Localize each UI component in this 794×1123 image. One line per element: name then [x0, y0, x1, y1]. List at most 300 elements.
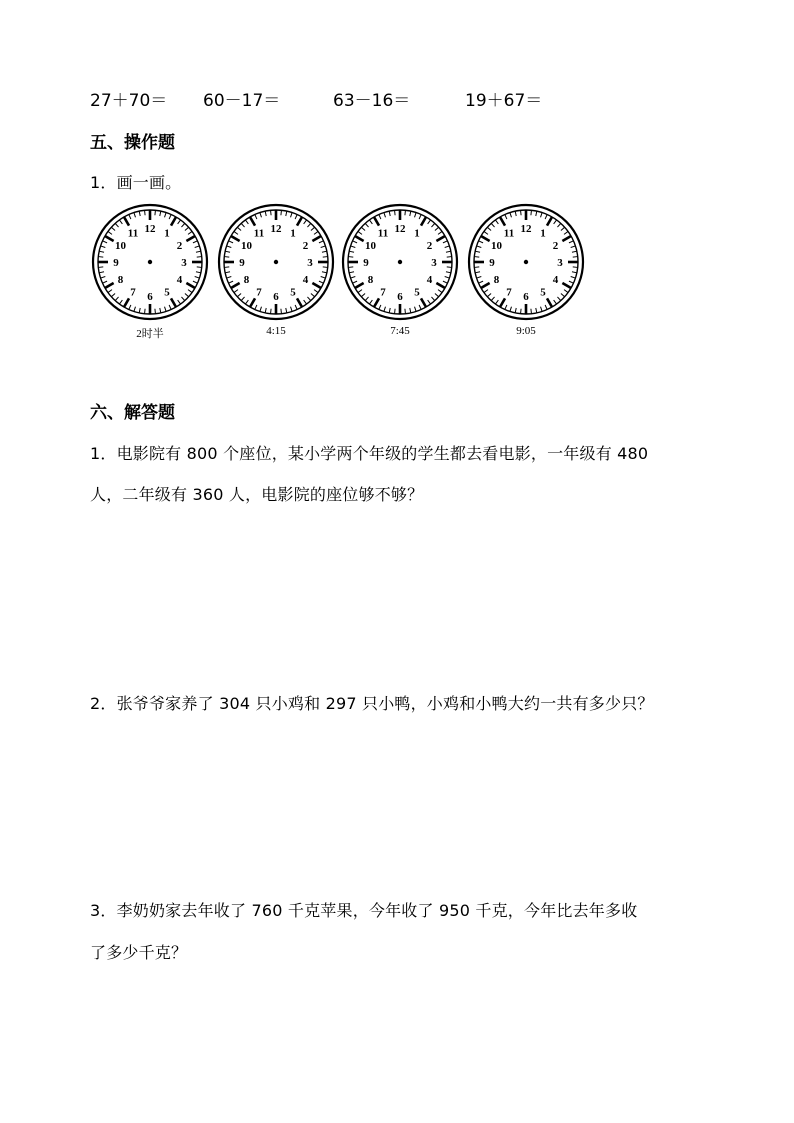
- clock-hour-tick: [374, 217, 379, 226]
- clock-minute-tick: [227, 246, 232, 248]
- clock-minute-tick: [260, 213, 262, 218]
- clock-number: 4: [302, 274, 309, 286]
- clock-minute-tick: [521, 210, 522, 215]
- clock-minute-tick: [99, 251, 104, 252]
- clock-minute-tick: [379, 305, 381, 310]
- clock-minute-tick: [531, 210, 532, 215]
- clock-minute-tick: [487, 227, 491, 230]
- question-2-line-1: 2．张爷爷家养了 304 只小鸡和 297 只小鸭，小鸡和小鸭大约一共有多少只？: [90, 694, 654, 713]
- clock-minute-tick: [505, 214, 507, 219]
- clock-minute-tick: [564, 231, 568, 234]
- equation-4: 19＋67＝: [465, 91, 543, 111]
- clock-minute-tick: [474, 267, 479, 268]
- clock-minute-tick: [536, 308, 537, 313]
- clock-minute-tick: [505, 305, 507, 310]
- clock-minute-tick: [228, 281, 233, 283]
- clock-number: 2: [176, 240, 183, 252]
- clock-minute-tick: [541, 307, 543, 312]
- clock-minute-tick: [557, 223, 560, 227]
- equation-2: 60－17＝: [203, 91, 281, 111]
- clock-minute-tick: [295, 305, 297, 310]
- clock-minute-tick: [195, 246, 200, 248]
- clock-minute-tick: [541, 213, 543, 218]
- clock-minute-tick: [295, 214, 297, 219]
- clock-face-icon: [467, 203, 585, 321]
- clock-minute-tick: [349, 272, 354, 273]
- clock-minute-tick: [495, 220, 498, 224]
- clock-minute-tick: [395, 210, 396, 215]
- clock-minute-tick: [484, 231, 488, 234]
- clock-minute-tick: [321, 277, 326, 279]
- clock-minute-tick: [569, 281, 574, 283]
- clock-minute-tick: [348, 257, 353, 258]
- clock-minute-tick: [487, 293, 491, 296]
- clock-2: [217, 203, 335, 337]
- clock-hour-tick: [312, 236, 321, 241]
- clock-minute-tick: [134, 307, 136, 312]
- clock-minute-tick: [410, 211, 411, 216]
- equation-1: 27＋70＝: [90, 91, 168, 111]
- clock-minute-tick: [286, 211, 287, 216]
- clock-3: [341, 203, 459, 337]
- clock-minute-tick: [358, 290, 362, 293]
- clock-minute-tick: [237, 227, 241, 230]
- clock-number: 4: [426, 274, 433, 286]
- clock-face-icon: [91, 203, 209, 321]
- clock-minute-tick: [322, 251, 327, 252]
- clock-minute-tick: [389, 308, 390, 313]
- clock-hour-tick: [355, 236, 364, 241]
- clock-minute-tick: [165, 213, 167, 218]
- clock-label: 7:45: [390, 325, 410, 337]
- clock-minute-tick: [351, 246, 356, 248]
- clock-minute-tick: [323, 257, 328, 258]
- clock-minute-tick: [478, 281, 483, 283]
- clock-number: 11: [127, 227, 139, 240]
- clock-minute-tick: [111, 227, 115, 230]
- clock-minute-tick: [405, 210, 406, 215]
- clock-hour-tick: [124, 217, 129, 226]
- clock-minute-tick: [196, 272, 201, 273]
- clock-minute-tick: [515, 211, 516, 216]
- clock-hour-tick: [481, 283, 490, 288]
- clock-center-dot: [398, 260, 402, 264]
- clock-hour-tick: [547, 217, 552, 226]
- clock-minute-tick: [237, 293, 241, 296]
- clock-minute-tick: [245, 220, 248, 224]
- clock-number: 11: [377, 227, 389, 240]
- clock-hour-tick: [231, 283, 240, 288]
- clock-minute-tick: [446, 251, 451, 252]
- clock-minute-tick: [438, 231, 442, 234]
- clock-minute-tick: [395, 309, 396, 314]
- clock-minute-tick: [515, 308, 516, 313]
- clock-minute-tick: [352, 281, 357, 283]
- clock-minute-tick: [119, 220, 122, 224]
- clock-hour-tick: [171, 217, 176, 226]
- clock-minute-tick: [197, 257, 202, 258]
- section-5-item-1: 1．画一画。: [90, 173, 182, 192]
- equation-3: 63－16＝: [333, 91, 411, 111]
- clock-number: 7: [380, 286, 386, 299]
- clock-minute-tick: [108, 231, 112, 234]
- clock-hour-tick: [374, 298, 379, 307]
- clock-number: 9: [239, 257, 245, 269]
- clock-minute-tick: [319, 241, 324, 243]
- clock-minute-tick: [102, 281, 107, 283]
- clock-center-dot: [274, 260, 278, 264]
- clock-minute-tick: [571, 246, 576, 248]
- clock-number: 10: [491, 240, 503, 252]
- clock-number: 12: [270, 223, 282, 235]
- question-1-line-1: 1．电影院有 800 个座位，某小学两个年级的学生都去看电影，一年级有 480: [90, 444, 649, 463]
- clock-minute-tick: [101, 277, 106, 279]
- clock-minute-tick: [477, 277, 482, 279]
- clock-minute-tick: [265, 308, 266, 313]
- clock-minute-tick: [443, 281, 448, 283]
- clock-minute-tick: [311, 227, 315, 230]
- clock-number: 6: [523, 291, 529, 303]
- clock-minute-tick: [169, 305, 171, 310]
- clock-number: 9: [113, 257, 119, 269]
- clock-face-icon: [217, 203, 335, 321]
- clock-number: 11: [253, 227, 265, 240]
- clock-minute-tick: [304, 300, 307, 304]
- clock-minute-tick: [323, 267, 328, 268]
- clock-minute-tick: [384, 213, 386, 218]
- clock-minute-tick: [545, 214, 547, 219]
- clock-number: 8: [493, 274, 500, 286]
- clock-hour-tick: [105, 283, 114, 288]
- clock-minute-tick: [484, 290, 488, 293]
- clock-minute-tick: [98, 267, 103, 268]
- clock-minute-tick: [447, 267, 452, 268]
- clock-minute-tick: [405, 309, 406, 314]
- clock-minute-tick: [225, 272, 230, 273]
- clock-number: 5: [540, 286, 546, 299]
- clock-minute-tick: [536, 211, 537, 216]
- clock-minute-tick: [428, 300, 431, 304]
- clock-number: 10: [115, 240, 127, 252]
- clock-minute-tick: [351, 277, 356, 279]
- clock-hour-tick: [312, 283, 321, 288]
- clock-minute-tick: [108, 290, 112, 293]
- clock-minute-tick: [478, 241, 483, 243]
- clock-minute-tick: [195, 277, 200, 279]
- clock-minute-tick: [361, 227, 365, 230]
- clock-minute-tick: [307, 223, 310, 227]
- clock-minute-tick: [564, 290, 568, 293]
- clock-minute-tick: [431, 223, 434, 227]
- clock-minute-tick: [224, 257, 229, 258]
- clock-minute-tick: [435, 227, 439, 230]
- clock-minute-tick: [419, 305, 421, 310]
- clock-hour-tick: [421, 298, 426, 307]
- clock-minute-tick: [428, 220, 431, 224]
- clock-hour-tick: [436, 283, 445, 288]
- clock-minute-tick: [185, 293, 189, 296]
- clock-minute-tick: [241, 297, 244, 301]
- clock-label: 9:05: [516, 325, 536, 337]
- clock-hour-tick: [547, 298, 552, 307]
- clock-minute-tick: [415, 213, 417, 218]
- clock-number: 10: [241, 240, 253, 252]
- clock-minute-tick: [431, 297, 434, 301]
- clock-number: 9: [489, 257, 495, 269]
- clock-hour-tick: [297, 298, 302, 307]
- clock-minute-tick: [358, 231, 362, 234]
- clock-minute-tick: [561, 293, 565, 296]
- clock-minute-tick: [571, 277, 576, 279]
- clock-minute-tick: [495, 300, 498, 304]
- clock-minute-tick: [389, 211, 390, 216]
- clock-number: 2: [552, 240, 559, 252]
- clock-face-icon: [341, 203, 459, 321]
- clock-minute-tick: [415, 307, 417, 312]
- clock-minute-tick: [134, 213, 136, 218]
- clock-minute-tick: [271, 309, 272, 314]
- clock-minute-tick: [572, 272, 577, 273]
- clock-minute-tick: [569, 241, 574, 243]
- clock-number: 7: [506, 286, 512, 299]
- clock-label: 4:15: [266, 325, 286, 337]
- clock-minute-tick: [196, 251, 201, 252]
- clock-number: 1: [540, 227, 546, 240]
- clock-minute-tick: [265, 211, 266, 216]
- clock-number: 3: [557, 257, 563, 269]
- clock-minute-tick: [241, 223, 244, 227]
- clock-minute-tick: [410, 308, 411, 313]
- clock-minute-tick: [227, 277, 232, 279]
- clock-minute-tick: [160, 211, 161, 216]
- clock-number: 6: [273, 291, 279, 303]
- clock-hour-tick: [250, 217, 255, 226]
- clock-minute-tick: [365, 297, 368, 301]
- clock-minute-tick: [139, 308, 140, 313]
- question-3-line-2: 了多少千克？: [90, 943, 188, 962]
- clock-minute-tick: [145, 309, 146, 314]
- clock-number: 5: [164, 286, 170, 299]
- clock-hour-tick: [297, 217, 302, 226]
- clock-minute-tick: [379, 214, 381, 219]
- clock-minute-tick: [365, 223, 368, 227]
- clock-hour-tick: [500, 298, 505, 307]
- clock-minute-tick: [188, 290, 192, 293]
- clock-minute-tick: [314, 231, 318, 234]
- clock-minute-tick: [228, 241, 233, 243]
- clock-minute-tick: [155, 210, 156, 215]
- clock-minute-tick: [99, 272, 104, 273]
- clock-label: 2时半: [136, 328, 164, 340]
- clock-number: 8: [367, 274, 374, 286]
- clock-minute-tick: [129, 214, 131, 219]
- clock-number: 9: [363, 257, 369, 269]
- clock-minute-tick: [98, 257, 103, 258]
- clock-minute-tick: [281, 210, 282, 215]
- clock-minute-tick: [155, 309, 156, 314]
- clock-minute-tick: [545, 305, 547, 310]
- clock-hour-tick: [171, 298, 176, 307]
- clock-minute-tick: [475, 251, 480, 252]
- clock-hour-tick: [186, 283, 195, 288]
- clock-minute-tick: [447, 257, 452, 258]
- clock-minute-tick: [438, 290, 442, 293]
- clock-minute-tick: [115, 223, 118, 227]
- clock-minute-tick: [291, 213, 293, 218]
- clock-minute-tick: [561, 227, 565, 230]
- clock-minute-tick: [193, 281, 198, 283]
- clock-minute-tick: [178, 300, 181, 304]
- clock-minute-tick: [271, 210, 272, 215]
- clock-minute-tick: [307, 297, 310, 301]
- clock-hour-tick: [481, 236, 490, 241]
- clock-minute-tick: [188, 231, 192, 234]
- clock-minute-tick: [419, 214, 421, 219]
- clock-hour-tick: [231, 236, 240, 241]
- clock-minute-tick: [178, 220, 181, 224]
- clock-number: 12: [144, 223, 156, 235]
- clock-minute-tick: [521, 309, 522, 314]
- clock-number: 1: [164, 227, 170, 240]
- clock-number: 12: [394, 223, 406, 235]
- clock-4: [467, 203, 585, 337]
- clock-minute-tick: [491, 297, 494, 301]
- clock-minute-tick: [510, 307, 512, 312]
- clock-minute-tick: [197, 267, 202, 268]
- clock-minute-tick: [445, 277, 450, 279]
- clock-hour-tick: [355, 283, 364, 288]
- clock-minute-tick: [573, 257, 578, 258]
- clock-hour-tick: [562, 236, 571, 241]
- clock-number: 4: [176, 274, 183, 286]
- clock-number: 3: [307, 257, 313, 269]
- clock-center-dot: [524, 260, 528, 264]
- clock-minute-tick: [475, 272, 480, 273]
- clock-number: 2: [302, 240, 309, 252]
- clock-hour-tick: [421, 217, 426, 226]
- clock-minute-tick: [160, 308, 161, 313]
- clock-center-dot: [148, 260, 152, 264]
- clock-minute-tick: [193, 241, 198, 243]
- clock-hour-tick: [105, 236, 114, 241]
- clock-1: [91, 203, 209, 341]
- clock-minute-tick: [531, 309, 532, 314]
- clock-minute-tick: [573, 267, 578, 268]
- clock-number: 6: [397, 291, 403, 303]
- clock-minute-tick: [255, 305, 257, 310]
- clock-number: 1: [414, 227, 420, 240]
- clock-minute-tick: [557, 297, 560, 301]
- clock-minute-tick: [129, 305, 131, 310]
- clock-number: 4: [552, 274, 559, 286]
- clock-minute-tick: [349, 251, 354, 252]
- clock-hour-tick: [186, 236, 195, 241]
- clock-minute-tick: [361, 293, 365, 296]
- clock-minute-tick: [119, 300, 122, 304]
- clock-minute-tick: [554, 220, 557, 224]
- clock-minute-tick: [369, 300, 372, 304]
- clock-minute-tick: [181, 297, 184, 301]
- clock-minute-tick: [352, 241, 357, 243]
- clock-number: 3: [431, 257, 437, 269]
- clock-number: 5: [414, 286, 420, 299]
- clock-minute-tick: [224, 267, 229, 268]
- clock-minute-tick: [111, 293, 115, 296]
- clock-minute-tick: [102, 241, 107, 243]
- question-3-line-1: 3．李奶奶家去年收了 760 千克苹果，今年收了 950 千克，今年比去年多收: [90, 901, 638, 920]
- section-5-title: 五、操作题: [90, 133, 175, 153]
- clock-number: 1: [290, 227, 296, 240]
- clock-minute-tick: [314, 290, 318, 293]
- clock-minute-tick: [348, 267, 353, 268]
- clock-minute-tick: [101, 246, 106, 248]
- clock-minute-tick: [255, 214, 257, 219]
- clock-minute-tick: [477, 246, 482, 248]
- clock-minute-tick: [572, 251, 577, 252]
- clock-number: 11: [503, 227, 515, 240]
- clock-number: 7: [130, 286, 136, 299]
- clock-minute-tick: [321, 246, 326, 248]
- clock-minute-tick: [281, 309, 282, 314]
- clock-minute-tick: [443, 241, 448, 243]
- clock-number: 8: [117, 274, 124, 286]
- clock-hour-tick: [436, 236, 445, 241]
- clock-minute-tick: [165, 307, 167, 312]
- clock-minute-tick: [260, 307, 262, 312]
- clock-minute-tick: [491, 223, 494, 227]
- clock-minute-tick: [234, 290, 238, 293]
- clock-hour-tick: [250, 298, 255, 307]
- clock-minute-tick: [234, 231, 238, 234]
- clock-number: 6: [147, 291, 153, 303]
- clock-number: 3: [181, 257, 187, 269]
- clock-minute-tick: [181, 223, 184, 227]
- clock-minute-tick: [185, 227, 189, 230]
- clock-minute-tick: [225, 251, 230, 252]
- clock-number: 2: [426, 240, 433, 252]
- clock-number: 5: [290, 286, 296, 299]
- clock-minute-tick: [474, 257, 479, 258]
- clock-minute-tick: [304, 220, 307, 224]
- clock-hour-tick: [562, 283, 571, 288]
- section-6-title: 六、解答题: [90, 403, 175, 423]
- clock-minute-tick: [435, 293, 439, 296]
- clock-number: 8: [243, 274, 250, 286]
- clock-number: 12: [520, 223, 532, 235]
- clock-minute-tick: [384, 307, 386, 312]
- clock-minute-tick: [139, 211, 140, 216]
- clock-minute-tick: [311, 293, 315, 296]
- clock-minute-tick: [169, 214, 171, 219]
- clock-minute-tick: [446, 272, 451, 273]
- clock-hour-tick: [500, 217, 505, 226]
- clock-minute-tick: [322, 272, 327, 273]
- clock-minute-tick: [319, 281, 324, 283]
- clock-minute-tick: [245, 300, 248, 304]
- clock-hour-tick: [124, 298, 129, 307]
- clock-minute-tick: [554, 300, 557, 304]
- clock-minute-tick: [369, 220, 372, 224]
- clock-number: 7: [256, 286, 262, 299]
- clock-minute-tick: [445, 246, 450, 248]
- question-1-line-2: 人，二年级有 360 人，电影院的座位够不够？: [90, 485, 424, 504]
- clock-minute-tick: [286, 308, 287, 313]
- clock-minute-tick: [115, 297, 118, 301]
- clock-minute-tick: [291, 307, 293, 312]
- clock-minute-tick: [510, 213, 512, 218]
- clock-number: 10: [365, 240, 377, 252]
- clock-minute-tick: [145, 210, 146, 215]
